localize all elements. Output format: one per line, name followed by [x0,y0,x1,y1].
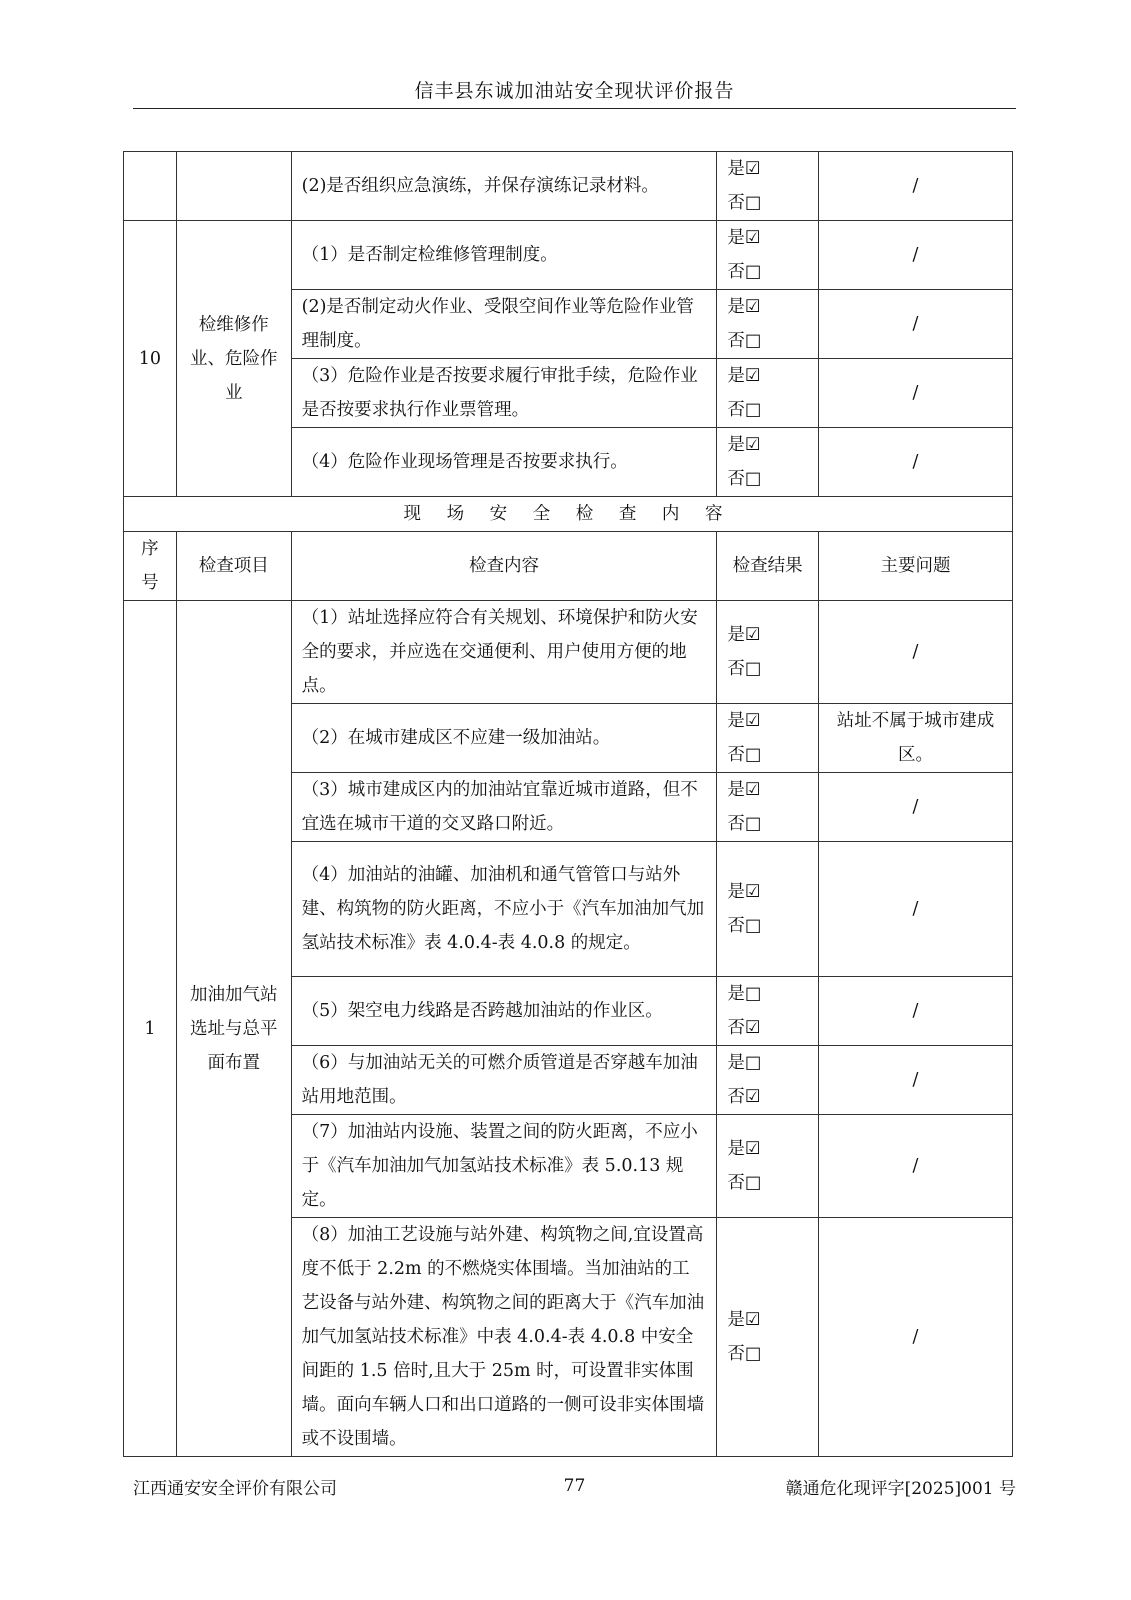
check-result-cell [717,1218,819,1457]
main-issue-cell: / [818,1115,1012,1218]
check-result-cell [717,1115,819,1218]
main-issue-cell: / [818,290,1012,359]
main-issue-cell: / [818,977,1012,1046]
main-issue-cell: / [818,359,1012,428]
check-content-cell: (2)是否组织应急演练，并保存演练记录材料。 [291,152,717,221]
result-yes: 是☑ [727,159,761,179]
table-row [124,221,1013,290]
result-no: 否☑ [727,1018,761,1038]
check-result-cell [717,152,819,221]
result-yes: 是☑ [727,297,761,317]
result-yes: 是☑ [727,780,761,800]
check-item-cell [176,152,291,221]
check-content-cell: （4）危险作业现场管理是否按要求执行。 [291,428,717,497]
column-header-result: 检查结果 [717,532,819,601]
main-issue-cell: / [818,842,1012,977]
result-yes: 是☑ [727,1139,761,1159]
row-number-cell [124,152,177,221]
result-no: 否□ [727,659,762,679]
main-issue-cell: / [818,428,1012,497]
row-number-cell: 1 [124,601,177,1457]
result-no: 否□ [727,400,762,420]
result-yes: 是□ [727,984,762,1004]
result-yes: 是☑ [727,625,761,645]
result-no: 否□ [727,745,762,765]
column-header-item: 检查项目 [176,532,291,601]
result-no: 否□ [727,469,762,489]
check-result-cell [717,221,819,290]
footer-company: 江西通安安全评价有限公司 [133,1479,337,1499]
row-number-cell: 10 [124,221,177,497]
column-header-row [124,532,1013,601]
check-content-cell: （2）在城市建成区不应建一级加油站。 [291,704,717,773]
header-divider [133,108,1016,109]
footer-doc-code: 赣通危化现评字[2025]001 号 [785,1479,1016,1499]
check-content-cell: (2)是否制定动火作业、受限空间作业等危险作业管理制度。 [291,290,717,359]
check-item-cell: 加油加气站选址与总平面布置 [176,601,291,1457]
table-row [124,601,1013,704]
inspection-table [123,151,1013,1457]
check-result-cell [717,842,819,977]
main-issue-cell: / [818,221,1012,290]
check-content-cell: （4）加油站的油罐、加油机和通气管管口与站外建、构筑物的防火距离，不应小于《汽车加油加气加氢站技术标准》表 4.0.4-表 4.0.8 的规定。 [291,842,717,977]
main-issue-cell: / [818,1218,1012,1457]
result-no: 否□ [727,193,762,213]
result-no: 否□ [727,1344,762,1364]
footer-page-number: 77 [563,1476,586,1496]
section-title-row [124,497,1013,532]
check-result-cell [717,290,819,359]
section-title: 现 场 安 全 检 查 内 容 [124,497,1013,532]
main-issue-cell: / [818,773,1012,842]
main-issue-cell: / [818,601,1012,704]
check-content-cell: （1）是否制定检维修管理制度。 [291,221,717,290]
check-result-cell [717,601,819,704]
check-result-cell [717,359,819,428]
column-header-issue: 主要问题 [818,532,1012,601]
table-row [124,152,1013,221]
check-result-cell [717,773,819,842]
result-yes: 是☑ [727,228,761,248]
main-issue-cell: / [818,1046,1012,1115]
result-yes: 是☑ [727,366,761,386]
result-no: 否□ [727,331,762,351]
result-yes: 是☑ [727,435,761,455]
check-result-cell [717,428,819,497]
main-issue-cell: 站址不属于城市建成区。 [818,704,1012,773]
column-header-content: 检查内容 [291,532,717,601]
result-no: 否□ [727,916,762,936]
result-no: 否☑ [727,1087,761,1107]
check-item-cell: 检维修作业、危险作业 [176,221,291,497]
check-content-cell: （3）危险作业是否按要求履行审批手续，危险作业是否按要求执行作业票管理。 [291,359,717,428]
main-issue-cell: / [818,152,1012,221]
check-content-cell: （6）与加油站无关的可燃介质管道是否穿越车加油站用地范围。 [291,1046,717,1115]
result-no: 否□ [727,1173,762,1193]
page-header-title: 信丰县东诚加油站安全现状评价报告 [414,80,735,102]
check-content-cell: （7）加油站内设施、装置之间的防火距离，不应小于《汽车加油加气加氢站技术标准》表 5.0.13 规定。 [291,1115,717,1218]
column-header-no: 序号 [124,532,177,601]
check-result-cell [717,977,819,1046]
check-content-cell: （1）站址选择应符合有关规划、环境保护和防火安全的要求，并应选在交通便利、用户使用方便的地点。 [291,601,717,704]
result-no: 否□ [727,814,762,834]
result-no: 否□ [727,262,762,282]
result-yes: 是☑ [727,711,761,731]
result-yes: 是☑ [727,882,761,902]
check-result-cell [717,704,819,773]
check-content-cell: （8）加油工艺设施与站外建、构筑物之间,宜设置高度不低于 2.2m 的不燃烧实体围墙。当加油站的工艺设备与站外建、构筑物之间的距离大于《汽车加油加气加氢站技术标准》中表 4.0.4-表 4.0.8 中安全间距的 1.5 倍时,且大于 25m 时，可设置非实体围墙。面向车辆人口和出口道路的一侧可设非实体围墙或不设围墙。 [291,1218,717,1457]
check-content-cell: （5）架空电力线路是否跨越加油站的作业区。 [291,977,717,1046]
result-yes: 是□ [727,1053,762,1073]
check-result-cell [717,1046,819,1115]
page-footer [133,1474,1016,1502]
result-yes: 是☑ [727,1310,761,1330]
check-content-cell: （3）城市建成区内的加油站宜靠近城市道路，但不宜选在城市干道的交叉路口附近。 [291,773,717,842]
